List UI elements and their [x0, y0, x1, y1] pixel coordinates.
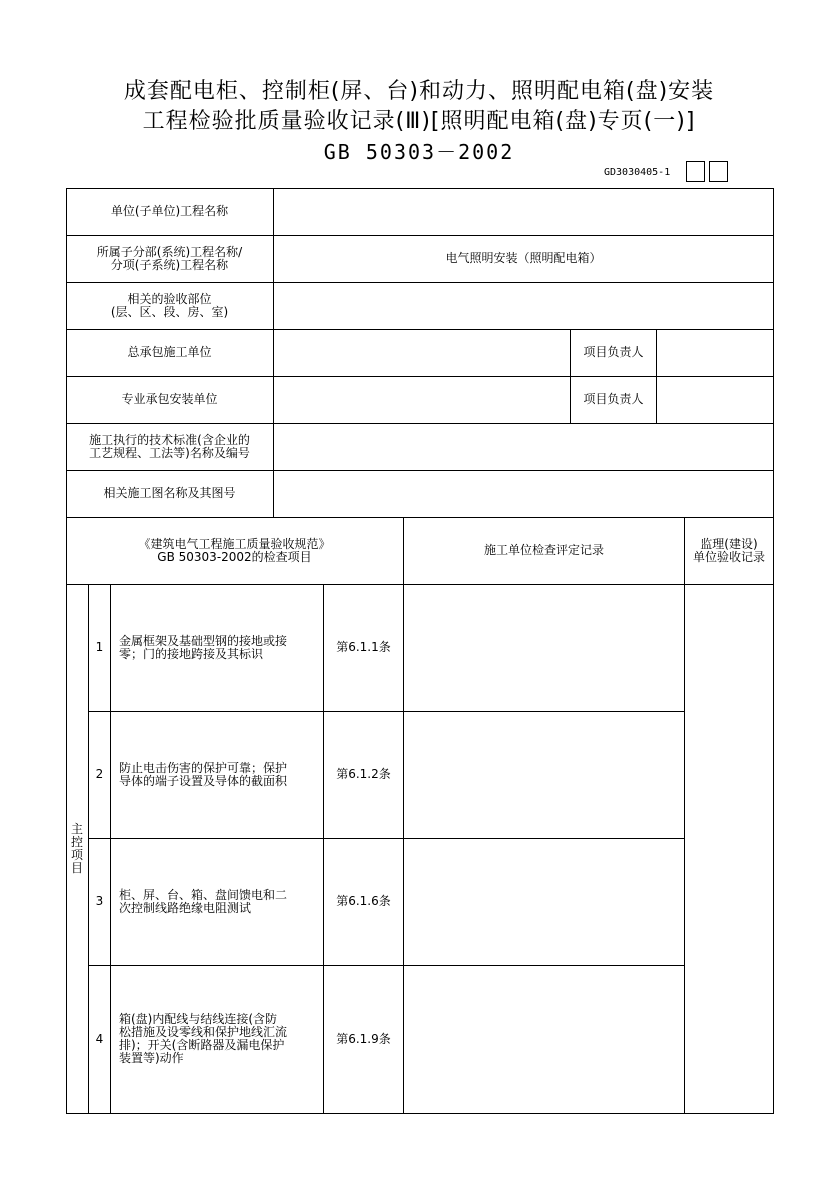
- form-code-box-2[interactable]: [709, 161, 728, 182]
- item-record-field[interactable]: [404, 584, 684, 711]
- project-name-label: 单位(子单位)工程名称: [110, 204, 229, 218]
- subdivision-value[interactable]: 电气照明安装（照明配电箱）: [445, 251, 602, 265]
- standard-field[interactable]: [274, 423, 773, 470]
- contractor-field[interactable]: [274, 329, 570, 376]
- form-code-box-1[interactable]: [686, 161, 705, 182]
- standard-label: 施工执行的技术标准(含企业的 工艺规程、工法等)名称及编号: [89, 432, 250, 460]
- form-title-line1: 成套配电柜、控制柜(屏、台)和动力、照明配电箱(盘)安装: [123, 79, 715, 104]
- project-name-field[interactable]: [274, 188, 773, 235]
- supervisor-record-header: 监理(建设) 单位验收记录: [692, 536, 765, 564]
- item-number: 4: [95, 1031, 104, 1046]
- contractor-manager-label: 项目负责人: [583, 345, 644, 359]
- main-control-category: [66, 584, 88, 1114]
- subcontractor-field[interactable]: [274, 376, 570, 423]
- item-description: 防止电击伤害的保护可靠；保护 导体的端子设置及导体的截面积: [119, 760, 288, 788]
- contractor-label: 总承包施工单位: [127, 345, 212, 359]
- contractor-record-header: 施工单位检查评定记录: [483, 543, 604, 557]
- spec-items-header: 《建筑电气工程施工质量验收规范》 GB 50303-2002的检查项目: [138, 536, 331, 564]
- item-clause: 第6.1.9条: [336, 1031, 391, 1046]
- item-number: 3: [95, 894, 104, 908]
- location-label: 相关的验收部位 (层、区、段、房、室): [110, 291, 229, 319]
- drawing-label: 相关施工图名称及其图号: [103, 486, 236, 500]
- item-clause: 第6.1.6条: [336, 894, 391, 908]
- item-record-field[interactable]: [404, 965, 684, 1113]
- item-clause: 第6.1.1条: [336, 640, 391, 654]
- subcontractor-manager-field[interactable]: [657, 376, 773, 423]
- item-record-field[interactable]: [404, 711, 684, 838]
- item-number: 2: [95, 767, 104, 781]
- main-control-label: 主控项目: [70, 822, 83, 875]
- form-title-line2: 工程检验批质量验收记录(Ⅲ)[照明配电箱(盘)专页(一)]: [142, 109, 696, 134]
- item-clause: 第6.1.2条: [336, 767, 391, 781]
- form-standard-code: GB 50303－2002: [323, 140, 515, 164]
- contractor-manager-field[interactable]: [657, 329, 773, 376]
- item-description: 金属框架及基础型钢的接地或接 零；门的接地跨接及其标识: [119, 633, 288, 661]
- form-code: GD3030405-1: [604, 167, 671, 178]
- drawing-field[interactable]: [274, 470, 773, 517]
- item-description: 箱(盘)内配线与结线连接(含防 松措施及设零线和保护地线汇流 排)；开关(含断路器及漏电保护 装置等)动作: [119, 1012, 288, 1065]
- location-field[interactable]: [274, 282, 773, 329]
- subdivision-label: 所属子分部(系统)工程名称/ 分项(子系统)工程名称: [96, 244, 243, 272]
- item-description: 柜、屏、台、箱、盘间馈电和二 次控制线路绝缘电阻测试: [119, 887, 288, 915]
- supervisor-record-field[interactable]: [685, 585, 773, 1113]
- subcontractor-manager-label: 项目负责人: [583, 392, 644, 406]
- subcontractor-label: 专业承包安装单位: [121, 392, 218, 406]
- item-record-field[interactable]: [404, 838, 684, 965]
- item-number: 1: [95, 640, 104, 654]
